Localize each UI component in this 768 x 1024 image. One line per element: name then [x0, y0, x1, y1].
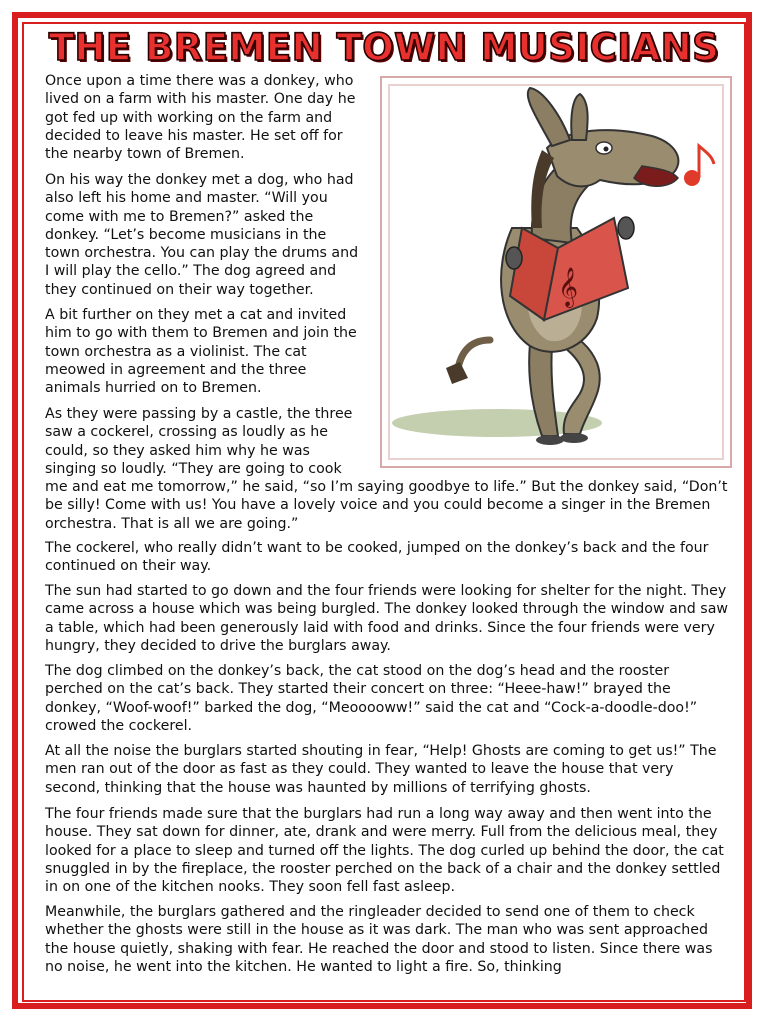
paragraph-7: The dog climbed on the donkey’s back, the cat stood on the dog’s head and the rooster perched on the cat’s back. They started their concert on three: “Heee-haw!” brayed the donkey, “Woof-woof!” barked the dog, “Meooooww!” said the cat and “Cock-a-doodle-doo!” crowed the cockerel. [45, 663, 698, 734]
donkey-pupil [604, 147, 609, 152]
illustration-frame [380, 76, 732, 468]
paragraph-10: Meanwhile, the burglars gathered and the ringleader decided to send one of them to check whether the ghosts were still in the house as it was dark. The man who was sent approached the house quietly, shaking with fear. He reached the door and stood to listen. Since there was no noise, he went into the kitchen. He wanted to light a fire. So, thinking [45, 904, 713, 975]
tail [458, 340, 490, 368]
paragraph-2: On his way the donkey met a dog, who had also left his home and master. “Will you come with me to Bremen?” asked the donkey. “Let’s become musicians in the town orchestra. You can play the drums and I will play the cello.” The dog agreed and they continued on their way together. [45, 172, 359, 298]
donkey-illustration [382, 78, 730, 466]
paragraph-6: The sun had started to go down and the four friends were looking for shelter for the night. They came across a house which was being burgled. The donkey looked through the window and saw a table, which had been generously laid with food and drinks. Since the four friends were very hungry, they decided to drive the burglars away. [45, 583, 728, 654]
hoof-back [536, 435, 564, 445]
ear-right [571, 94, 587, 140]
paragraph-4-continued: me and eat me tomorrow,” he said, “so I’m saying goodbye to life.” But the donkey said, “Don’t be silly! Come with us! You have a lovely voice and you could become a singer in the Bremen orchestra. That is all we are going.” [45, 479, 728, 532]
page-title: THE BREMEN TOWN MUSICIANS [48, 26, 720, 69]
hoof-hand-right [618, 217, 634, 239]
paragraph-8: At all the noise the burglars started shouting in fear, “Help! Ghosts are coming to get us!” The men ran out of the door as fast as they could. They wanted to leave the house that very second, thinking that the house was haunted by millions of terrifying ghosts. [45, 743, 717, 796]
tail-tuft [446, 362, 468, 384]
hoof-hand-left [506, 247, 522, 269]
paragraph-9: The four friends made sure that the burglars had run a long way away and then went into the house. They sat down for dinner, ate, drank and were merry. Full from the delicious meal, they looked for a place to sleep and turned off the lights. The dog curled up behind the door, the cat snuggled in by the fireplace, the rooster perched on the back of a chair and the donkey settled in on one of the kitchen nooks. They soon fell fast asleep. [45, 806, 724, 896]
paragraph-5: The cockerel, who really didn’t want to be cooked, jumped on the donkey’s back and the four continued on their way. [45, 540, 709, 575]
treble-clef-icon: 𝄞 [558, 267, 579, 307]
paragraph-3: A bit further on they met a cat and invited him to go with them to Bremen and join the town orchestra as a violinist. The cat meowed in agreement and the three animals hurried on to Bremen. [45, 307, 357, 397]
ear-left [528, 88, 570, 146]
paragraph-1: Once upon a time there was a donkey, who lived on a farm with his master. One day he got fed up with working on the farm and decided to leave his master. He set off for the nearby town of Bremen. [45, 73, 356, 163]
paragraph-4: As they were passing by a castle, the three saw a cockerel, crossing as loudly as he could, so they asked him why he was singing so loudly. “They are going to cook [45, 406, 353, 477]
music-note-stem [699, 146, 714, 178]
hoof-front [560, 433, 588, 443]
